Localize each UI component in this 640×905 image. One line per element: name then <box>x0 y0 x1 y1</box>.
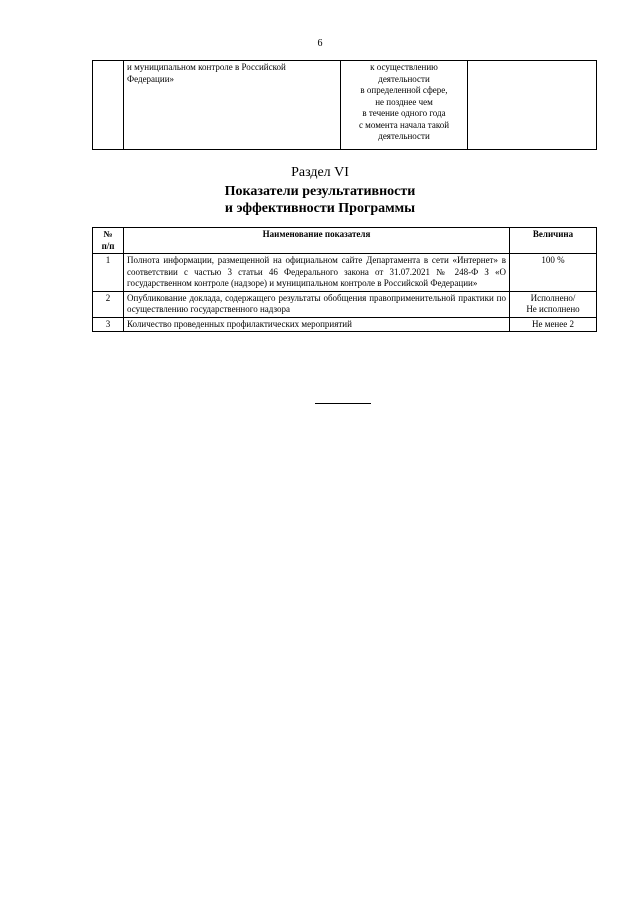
row-num: 1 <box>93 254 124 292</box>
header-value: Величина <box>510 228 597 254</box>
header-num <box>93 228 124 254</box>
table-cell-deadline <box>341 61 468 150</box>
cell-line: не позднее чем <box>375 96 433 107</box>
cell-line: в течение одного года <box>362 108 446 118</box>
cell-line: с момента начала такой <box>358 119 450 130</box>
value-line: Исполнено/ <box>530 292 576 303</box>
header-num-line: п/п <box>101 240 115 251</box>
table-cell-text <box>124 61 341 150</box>
value-line: Не исполнено <box>526 304 580 314</box>
header-name: Наименование показателя <box>124 228 510 254</box>
row-value <box>510 317 597 332</box>
indicators-table <box>92 227 597 332</box>
heading-line: и эффективности Программы <box>224 201 416 216</box>
heading-line: Показатели результативности <box>224 184 416 199</box>
footer-divider <box>315 403 371 404</box>
cell-line: в определенной сфере, <box>360 85 448 95</box>
row-value <box>510 291 597 317</box>
cell-line: и муниципальном контроле в Российской <box>127 62 286 72</box>
row-name: Количество проведенных профилактических мероприятий <box>124 317 510 332</box>
section-heading <box>0 183 640 217</box>
value-line: 100 % <box>541 255 565 265</box>
row-num: 2 <box>93 291 124 317</box>
page-number: 6 <box>317 38 323 49</box>
cell-line: деятельности <box>378 73 430 84</box>
cell-line: деятельности <box>378 131 430 141</box>
row-value <box>510 254 597 292</box>
cell-line: к осуществлению <box>370 62 438 72</box>
table-row <box>93 291 597 317</box>
table-row <box>93 254 597 292</box>
row-name: Полнота информации, размещенной на официальном сайте Департамента в сети «Интернет» в соответствии с частью 3 статьи 46 Федерального закона от 31.07.2021 № 248-Ф З «О государственном контроле (надзоре) и муниципальном контроле в Российской Федерации» <box>124 254 510 292</box>
table-row <box>93 61 597 150</box>
cell-line: Федерации» <box>127 73 175 84</box>
value-line: Не менее 2 <box>532 318 574 329</box>
table-cell-empty <box>468 61 597 150</box>
section-title: Раздел VI <box>291 165 349 180</box>
continuation-table <box>92 60 597 150</box>
row-name: Опубликование доклада, содержащего результаты обобщения правоприменительной практики по осуществлению государственного надзора <box>124 291 510 317</box>
row-num: 3 <box>93 317 124 332</box>
header-num-line: № <box>103 229 113 239</box>
table-cell-empty <box>93 61 124 150</box>
table-row <box>93 317 597 332</box>
table-header-row <box>93 228 597 254</box>
